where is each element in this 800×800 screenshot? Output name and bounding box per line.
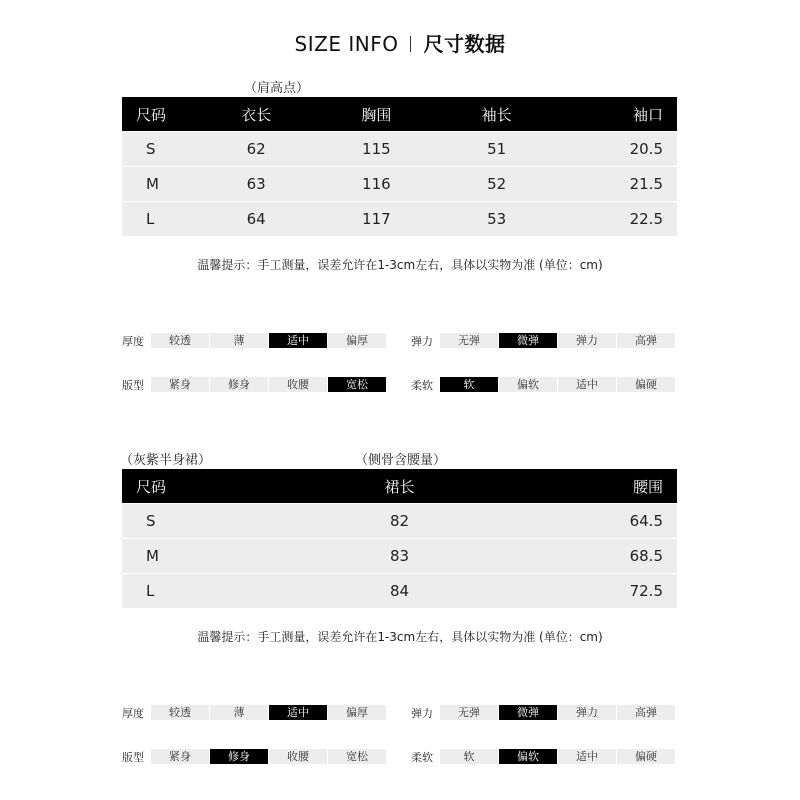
attr-option: 较透 (151, 705, 209, 720)
attr-option: 无弹 (440, 333, 498, 348)
attr-option: 软 (440, 749, 498, 764)
skirt-name-note: （灰紫半身裙） (120, 453, 212, 468)
attr-option: 偏软 (499, 749, 557, 764)
attr-option: 偏厚 (328, 705, 386, 720)
table-cell: 20.5 (557, 132, 677, 167)
table-row (122, 539, 677, 574)
attr-option: 适中 (558, 749, 616, 764)
header-cell: 袖口 (557, 97, 677, 132)
attr-option: 适中 (269, 705, 327, 720)
table-row (122, 574, 677, 609)
attr-elasticity (411, 333, 676, 348)
attr-fit (122, 749, 387, 764)
table-cell: 63 (196, 167, 316, 202)
table-cell: M (122, 167, 196, 202)
attr-option: 收腰 (269, 377, 327, 392)
attr-label: 柔软 (411, 378, 433, 392)
measurement-tip: 温馨提示：手工测量，误差允许在1-3cm左右，具体以实物为准 (单位：cm) (197, 630, 603, 644)
table-header-row (122, 469, 677, 504)
attr-option: 偏厚 (328, 333, 386, 348)
attr-option: 软 (440, 377, 498, 392)
header-cell: 裙长 (256, 469, 543, 504)
table-cell: 51 (437, 132, 557, 167)
table-cell: 52 (437, 167, 557, 202)
table-cell: 72.5 (543, 574, 677, 609)
header-cell: 衣长 (196, 97, 316, 132)
header-cell: 尺码 (122, 469, 256, 504)
table-cell: 84 (256, 574, 543, 609)
table-cell: 115 (316, 132, 436, 167)
header-cell: 腰围 (543, 469, 677, 504)
header-cell: 胸围 (316, 97, 436, 132)
table-cell: 64 (196, 202, 316, 237)
attr-option: 紧身 (151, 377, 209, 392)
attr-label: 弹力 (411, 706, 433, 720)
attr-option: 弹力 (558, 705, 616, 720)
attr-fit (122, 377, 387, 392)
attr-option: 弹力 (558, 333, 616, 348)
attr-option: 宽松 (328, 749, 386, 764)
attr-elasticity (411, 705, 676, 720)
skirt-size-table (122, 469, 677, 608)
attr-label: 厚度 (122, 334, 144, 348)
attr-option: 紧身 (151, 749, 209, 764)
shoulder-point-note: （肩高点） (244, 81, 310, 96)
waist-note: （侧骨含腰量） (355, 453, 447, 468)
table-cell: M (122, 539, 256, 574)
attr-option: 较透 (151, 333, 209, 348)
table-row (122, 167, 677, 202)
attr-option: 微弹 (499, 333, 557, 348)
attr-option: 偏软 (499, 377, 557, 392)
table-cell: L (122, 574, 256, 609)
measurement-tip: 温馨提示：手工测量，误差允许在1-3cm左右，具体以实物为准 (单位：cm) (197, 258, 603, 272)
header-cell: 尺码 (122, 97, 196, 132)
table-header-row (122, 97, 677, 132)
table-cell: 64.5 (543, 504, 677, 539)
attr-label: 弹力 (411, 334, 433, 348)
title-en: SIZE INFO (294, 32, 399, 56)
attr-option: 无弹 (440, 705, 498, 720)
table-cell: 116 (316, 167, 436, 202)
table-cell: 68.5 (543, 539, 677, 574)
table-row (122, 202, 677, 237)
attr-option: 修身 (210, 377, 268, 392)
page-title (0, 28, 800, 57)
attr-label: 柔软 (411, 750, 433, 764)
table-row (122, 504, 677, 539)
attr-label: 版型 (122, 750, 144, 764)
attr-option: 高弹 (617, 705, 675, 720)
table-cell: S (122, 504, 256, 539)
top-size-table (122, 97, 677, 236)
attr-option: 适中 (269, 333, 327, 348)
table-cell: 83 (256, 539, 543, 574)
attr-thickness (122, 705, 387, 720)
attr-option: 薄 (210, 705, 268, 720)
title-cn: 尺寸数据 (423, 32, 506, 56)
attr-option: 收腰 (269, 749, 327, 764)
table-cell: L (122, 202, 196, 237)
table-cell: 53 (437, 202, 557, 237)
table-cell: 117 (316, 202, 436, 237)
table-row (122, 132, 677, 167)
table-cell: 21.5 (557, 167, 677, 202)
attr-thickness (122, 333, 387, 348)
header-cell: 袖长 (437, 97, 557, 132)
attr-option: 薄 (210, 333, 268, 348)
attr-option: 偏硬 (617, 377, 675, 392)
attr-label: 版型 (122, 378, 144, 392)
attr-option: 适中 (558, 377, 616, 392)
attr-option: 宽松 (328, 377, 386, 392)
attr-label: 厚度 (122, 706, 144, 720)
attr-option: 修身 (210, 749, 268, 764)
table-cell: 22.5 (557, 202, 677, 237)
table-cell: S (122, 132, 196, 167)
attr-option: 高弹 (617, 333, 675, 348)
attr-softness (411, 377, 676, 392)
attr-softness (411, 749, 676, 764)
attr-option: 微弹 (499, 705, 557, 720)
title-divider (410, 36, 411, 52)
table-cell: 82 (256, 504, 543, 539)
attr-option: 偏硬 (617, 749, 675, 764)
table-cell: 62 (196, 132, 316, 167)
